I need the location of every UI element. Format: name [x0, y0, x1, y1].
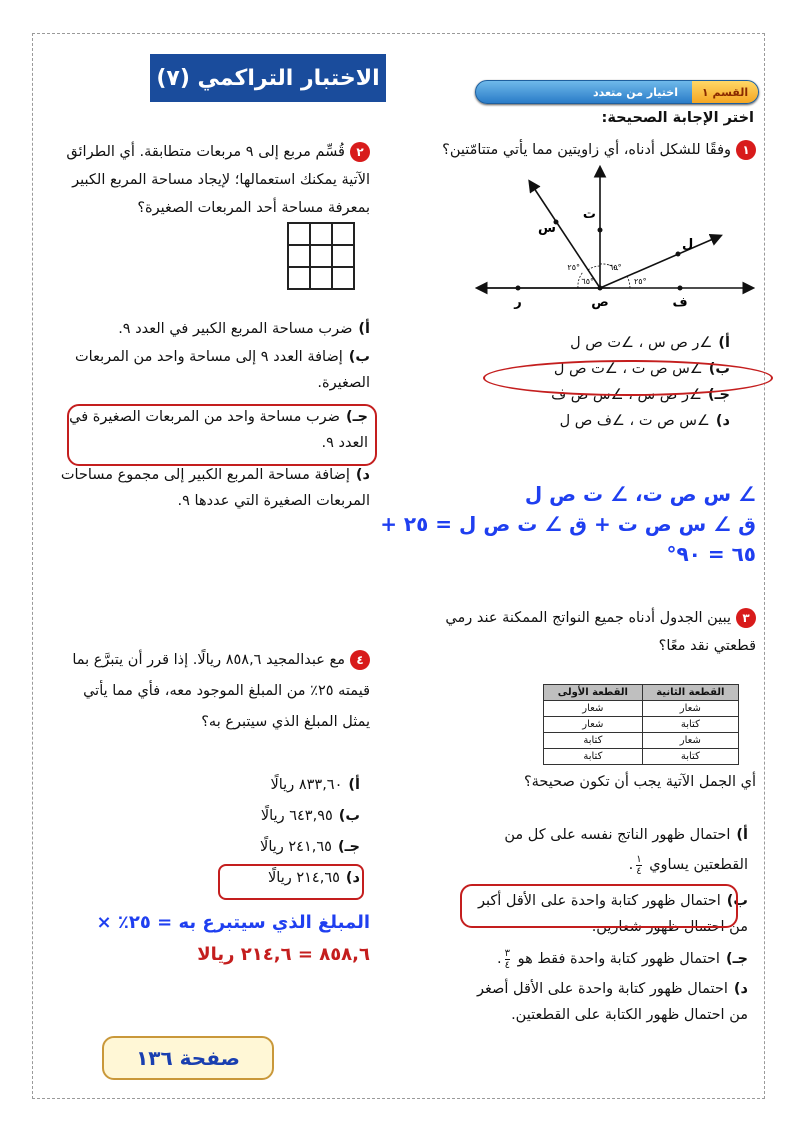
label-s: س [538, 221, 556, 236]
angle-figure [470, 160, 760, 315]
q1-option-b[interactable]: ب)∠س ص ت ، ∠ت ص ل [553, 361, 730, 377]
angle-label-4: ٢٥° [634, 277, 647, 286]
q3-stem: يبين الجدول أدناه جميع النواتج الممكنة عند رمي قطعتي نقد معًا؟ [445, 610, 756, 654]
q4-text [70, 645, 370, 738]
point-t [598, 228, 603, 233]
q4-option-c[interactable]: جـ)٢٤١,٦٥ ريالًا [260, 839, 360, 855]
q2-stem: قُسِّم مربع إلى ٩ مربعات متطابقة. أي الطرائق الآتية يمكنك استعمالها؛ لإيجاد مساحة المربع الكبير بمعرفة مساحة أحد المربعات الصغيرة؟ [66, 144, 370, 216]
label-r: ر [514, 295, 522, 310]
instructions: اختر الإجابة الصحيحة: [601, 110, 754, 126]
table-row: كتابة كتابة [544, 749, 739, 765]
q2-answer-box [67, 404, 377, 466]
point-c [598, 286, 603, 291]
q1-answer-line3: ٦٥ = ٩٠° [666, 542, 756, 566]
q3-text [436, 604, 756, 660]
table-row: شعار كتابة [544, 717, 739, 733]
q4-option-b[interactable]: ب)٦٤٣,٩٥ ريالًا [260, 808, 360, 824]
nine-squares-figure [287, 222, 355, 290]
point-l [676, 252, 681, 257]
q3-option-c[interactable]: جـ)احتمال ظهور كتابة واحدة فقط هو $\frac{٣}{٤}$ . [497, 947, 748, 971]
q3-option-d[interactable]: د)احتمال ظهور كتابة واحدة على الأقل أصغر من احتمال ظهور الكتابة على القطعتين. [477, 981, 748, 1023]
ray-l [600, 236, 720, 288]
section-label: اختيار من متعدد [592, 85, 678, 99]
outcomes-table [543, 684, 739, 765]
label-c: ص [591, 295, 609, 310]
q1-stem: وفقًا للشكل أدناه، أي زاويتين مما يأتي متتامّتين؟ [442, 142, 731, 158]
point-r [516, 286, 521, 291]
table-row: كتابة شعار [544, 733, 739, 749]
q2-option-c[interactable]: جـ)ضرب مساحة واحد من المربعات الصغيرة في العدد ٩. [69, 409, 368, 451]
angle-label-3: ٦٥° [581, 277, 594, 286]
table-header-row [544, 685, 739, 701]
q1-answer-line2: ق ∠ س ص ت + ق ∠ ت ص ل = ٢٥ + [380, 512, 756, 536]
q1-answer-oval [483, 360, 773, 396]
label-t: ت [582, 207, 596, 222]
q2-number: ٢ [350, 142, 370, 162]
q1-number: ١ [736, 140, 756, 160]
q1-text [436, 138, 756, 162]
table-header: القطعة الثانية [642, 685, 738, 701]
q2-option-b[interactable]: ب)إضافة العدد ٩ إلى مساحة واحد من المربعات الصغيرة. [75, 349, 370, 391]
angle-label-1: ٢٥° [567, 263, 580, 272]
q3-question: أي الجمل الآتية يجب أن تكون صحيحة؟ [523, 774, 756, 790]
q4-option-a[interactable]: أ)٨٣٣,٦٠ ريالًا [270, 777, 360, 793]
fraction-one-quarter: $\frac{١}{٤}$ [636, 853, 642, 877]
q2-text [40, 138, 370, 222]
q1-answer-line1: ∠ س ص ت، ∠ ت ص ل [524, 482, 756, 506]
table-row: شعار شعار [544, 701, 739, 717]
section-banner [475, 80, 759, 104]
q4-number: ٤ [350, 650, 370, 670]
q4-option-d[interactable]: د)٢١٤,٦٥ ريالًا [268, 870, 360, 886]
q4-stem: مع عبدالمجيد ٨٥٨,٦ ريالًا. إذا قرر أن يتبرَّع بما قيمته ٢٥٪ من المبلغ الموجود معه، فأي مما يأتي يمثل المبلغ الذي سيتبرع به؟ [72, 652, 370, 730]
q2-option-d[interactable]: د)إضافة مساحة المربع الكبير إلى مجموع مساحات المربعات الصغيرة التي عددها ٩. [60, 467, 370, 509]
q2-option-a[interactable]: أ)ضرب مساحة المربع الكبير في العدد ٩. [118, 321, 370, 337]
page-number-box: صفحة ١٣٦ [102, 1036, 274, 1080]
test-title: الاختبار التراكمي (٧) [150, 54, 386, 102]
table-header: القطعة الأولى [544, 685, 643, 701]
q4-answer-line2: ٨٥٨,٦ = ٢١٤,٦ ريالا [197, 944, 370, 965]
angle-label-2: ٦٥° [609, 263, 622, 272]
q1-option-a[interactable]: أ)∠ر ص س ، ∠ت ص ل [570, 335, 730, 351]
q3-answer-box [460, 884, 738, 928]
section-tag: القسم ١ [692, 81, 758, 103]
q1-option-c[interactable]: جـ)∠ر ص س ، ∠س ص ف [551, 387, 730, 403]
fraction-three-quarters: $\frac{٣}{٤}$ [504, 947, 510, 971]
q1-option-d[interactable]: د)∠س ص ت ، ∠ف ص ل [559, 413, 730, 429]
label-f: ف [672, 295, 688, 310]
q4-answer-line1: المبلغ الذي سيتبرع به = ٢٥٪ × [96, 912, 370, 933]
label-l: ل [682, 237, 694, 252]
point-f [678, 286, 683, 291]
q3-number: ٣ [736, 608, 756, 628]
q4-answer-box [218, 864, 364, 900]
q3-option-a[interactable]: أ)احتمال ظهور الناتج نفسه على كل من القطعتين يساوي $\frac{١}{٤}$ . [504, 827, 748, 877]
q3-option-b[interactable]: ب)احتمال ظهور كتابة واحدة على الأقل أكبر من احتمال ظهور شعارين. [477, 893, 748, 935]
